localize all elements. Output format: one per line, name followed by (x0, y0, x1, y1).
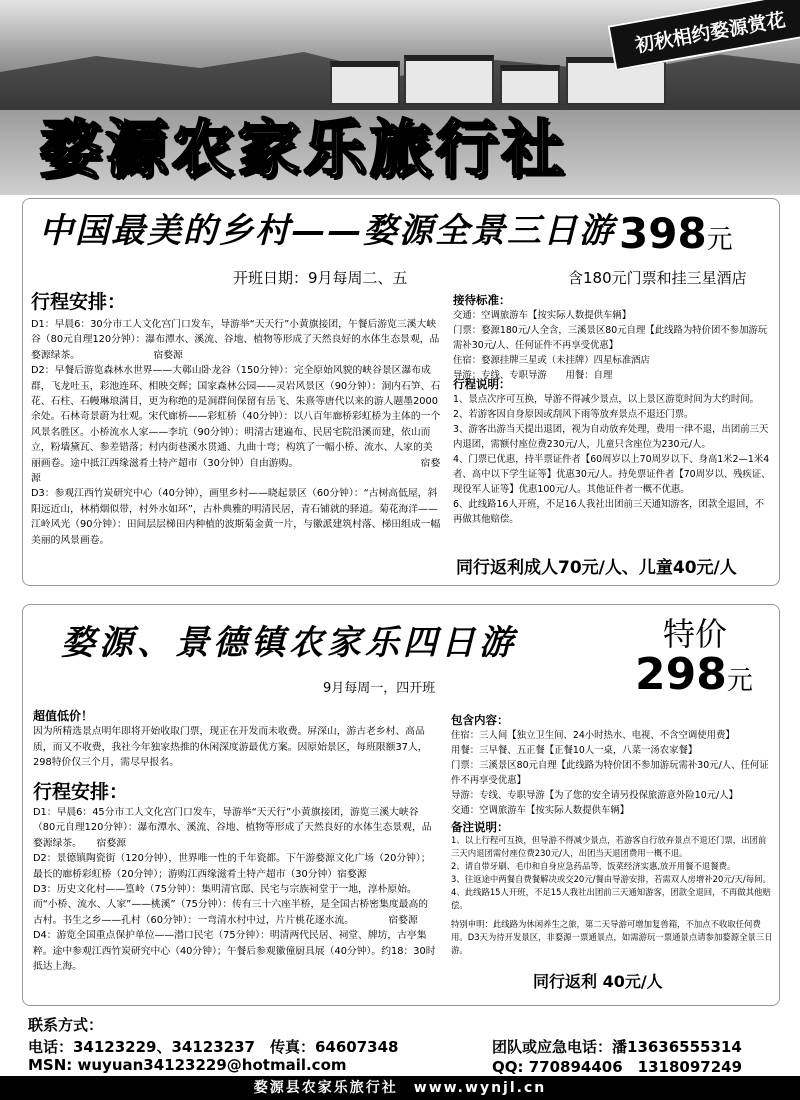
tour1-reception-item: 导游：专线、专职导游 用餐：自理 (453, 370, 613, 381)
tour1-date: 开班日期：9月每周二、五 (233, 269, 408, 287)
tour1-note: 3、游客出游当天提出退团，视为自动放弃处理，费用一律不退，出团前三天内退团，需额付座位费230元/人，儿童只含座位为230元/人。 (453, 424, 769, 450)
tour2-include-item: 门票：三溪景区80元自理【此线路为特价团不参加游玩需补30元/人、任何证件不再享受优惠】 (451, 760, 769, 786)
tour2-note: 4、此线路15人开班，不足15人我社出团前三天通知游客，团款全退回，不再做其他赔偿。 (451, 887, 771, 910)
tour1-day3: D3：参观江西竹炭研究中心（40分钟），画里乡村——晓起景区（60分钟）：“古树高低屋，斜阳远近山，林梢烟似带，村外水如环”，古朴典雅的明清民居，青石铺就的驿道。菊花海洋——江岭风光（90分钟）：田间层层梯田内种植的波斯菊金黄一片，与徽派建筑村落、梯田组成一幅美丽的风景画卷。 (31, 488, 441, 546)
tour1-note: 1、景点次序可互换，导游不得减少景点，以上景区游览时间为大约时间。 (453, 394, 759, 405)
contact-phone: 电话：34123229、34123237 传真：64607348 (28, 1038, 399, 1056)
tour1-notes-title: 行程说明： (453, 377, 511, 391)
footer-bar: 婺源县农家乐旅行社 www.wynjl.cn (0, 1076, 800, 1100)
tour2-value-block (33, 709, 433, 771)
tour2-include-item: 导游：专线、专职导游【为了您的安全请另投保旅游意外险10元/人】 (451, 790, 738, 801)
tour1-reception-title: 接待标准： (453, 293, 511, 307)
tour1-reception-item: 门票：婺源180元/人全含，三溪景区80元自理【此线路为特价团不参加游玩需补30元/人、任何证件不再享受优惠】 (453, 325, 768, 351)
tour2-day1: D1：早晨6：45分市工人文化宫门口发车，导游举“天天行”小黄旗接团，游览三溪大峡谷（80元自理120分钟）：瀑布潭水、溪流、谷地、植物等形成了天然良好的水体生态景观，品婺源绿茶。 宿婺源 (33, 807, 432, 849)
tour2-price-unit: 元 (726, 666, 753, 696)
tour2-rebate: 同行返利 40元/人 (533, 972, 663, 991)
tour1-rebate: 同行返利成人70元/人、儿童40元/人 (456, 558, 737, 578)
tour1-note: 4、门票已优惠，持半票证件者【60周岁以上70周岁以下、身高1米2—1米4者、高中以下学生证等】优惠30元/人。持免票证件者【70周岁以、残疾证、现役军人证等】优惠100元/人。其他证件者一概不优惠。 (453, 454, 771, 495)
tour2-include-title: 包含内容： (451, 713, 509, 727)
contact-qq: QQ: 770894406 1318097249 (492, 1058, 743, 1076)
tour2-note: 1、以上行程可互换，但导游不得减少景点，若游客自行放弃景点不退还门票，出团前三天内退团需付座位费230元/人，出团当天退团费用一概不退。 (451, 835, 767, 858)
tour1-include: 含180元门票和挂三星酒店 (568, 269, 747, 287)
tour2-include-item: 用餐：三早餐、五正餐【正餐10人一桌，八菜一汤农家餐】 (451, 745, 698, 756)
tour2-include-item: 交通：空调旅游车【按实际人数提供车辆】 (451, 805, 630, 816)
contact-title: 联系方式： (28, 1016, 104, 1034)
tour2-special-label: 特价 (663, 615, 728, 653)
tour1-notes (453, 377, 771, 527)
tour2-note: 2、请自带牙刷、毛巾和自身应急药品等，饭菜经济实惠,放开用餐不退餐费。 (451, 861, 736, 871)
contact-msn: MSN: wuyuan34123229@hotmail.com (28, 1056, 347, 1074)
tour1-price-value: 398 (619, 209, 707, 258)
tour1-price-unit: 元 (706, 225, 733, 255)
tour1-reception-item: 住宿：婺源挂牌三星或（未挂牌）四星标准酒店 (453, 355, 650, 366)
tour2-day2: D2：景德镇陶瓷街（120分钟），世界唯一性的千年瓷都。下午游婺源文化广场（20分钟）；最长的廊桥彩虹桥（20分钟）；游购江西缘滋肴土特产超市（30分钟）宿婺源 (33, 853, 431, 880)
tour1-day1: D1：早晨6：30分市工人文化宫门口发车，导游举“天天行”小黄旗接团，午餐后游览三溪大峡谷（80元自理120分钟）：瀑布潭水、溪流、谷地、植物等形成了天然良好的水体生态景观，品婺源绿茶。 宿婺源 (31, 319, 440, 361)
tour2-day4: D4：游览全国重点保护单位——潜口民宅（75分钟）：明清两代民居、祠堂、牌坊，古亭集粹。途中参观江西竹炭研究中心（40分钟）；午餐后参观徽僮厨具展（40分钟）。约18：30时抵达上海。 (33, 930, 436, 973)
tour2-include (451, 713, 773, 818)
tour2-schedule-title: 行程安排： (33, 781, 129, 803)
tour2-notes-title: 备注说明： (451, 820, 509, 834)
tour1-panel (22, 198, 780, 586)
tour2-panel (22, 604, 780, 1006)
tour1-day2: D2：早餐后游览森林水世界——大鄣山卧龙谷（150分钟）：完全原始风貌的峡谷景区瀑布成群，飞龙吐玉，彩池连环、相映交辉；国家森林公园——灵岩风景区（90分钟）：洞内石笋、石花、石柱、石幔琳琅满目，更为称绝的是洞群间保留有岳飞、朱熹等唐代以来的游人题墨2000余处。石林奇景蔚为壮观。宋代廊桥——彩虹桥（40分钟）：以八百年廊桥彩虹桥为主体的一个风景名胜区。小桥流水人家——李坑（90分钟）：明清古建遍布、民居宅院沿溪而建，依山而立，粉墙黛瓦、参差错落；村内街巷溪水贯通、九曲十弯；构筑了一幅小桥、流水、人家的美丽画卷。途中抵江西缘滋肴土特产超市（30分钟）自由游购。 宿婺源 (31, 365, 441, 485)
tour1-price (619, 209, 733, 258)
tour2-day3: D3：历史文化村——篁岭（75分钟）：集明清官邸、民宅与宗族祠堂于一地，淳朴原始。而“小桥、流水、人家”——桃溪”（75分钟）：传有三十六座半桥，是全国古桥密集度最高的古村。书生之乡——孔村（60分钟）：一弯清水村中过，片片桃花逐水流。 宿婺源 (33, 884, 429, 926)
tour2-price-value: 298 (635, 649, 727, 700)
tour1-note: 6、此线路16人开班，不足16人我社出团前三天通知游客，团款全退回，不再做其他赔偿。 (453, 499, 765, 525)
agency-title: 婺源农家乐旅行社 (40, 113, 569, 186)
tour2-value-text: 因为所精选景点明年即将开始收取门票，现正在开发而未收费。屏深山，游古老乡村、高品质，而又不收费，我社今年独家热推的休闲深度游最优方案。因原始景区，每班限额37人，298特价仅三个月，需尽早报名。 (33, 726, 428, 769)
tour1-title: 中国最美的乡村——婺源全景三日游 (39, 211, 615, 251)
contact-section (28, 1014, 788, 1035)
header-banner: 初秋相约婺源赏花 (608, 0, 800, 71)
tour2-title: 婺源、景德镇农家乐四日游 (61, 623, 517, 663)
tour2-include-item: 住宿：三人间【独立卫生间、24小时热水、电视、不含空调使用费】 (451, 730, 735, 741)
tour1-schedule (31, 317, 441, 548)
header-photo (0, 0, 800, 195)
tour2-special-note: 特别申明：此线路为休闲养生之旅，第二天导游可增加复兽箱，不加点不收取任何费用。D3天为待开发景区，非婺源一票通景点，如需游玩一票通景点请参加婺源全景三日游。 (451, 919, 773, 955)
tour2-value-title: 超值低价！ (33, 709, 94, 723)
tour2-schedule (33, 805, 437, 974)
tour2-note: 3、往返途中两餐自费餐解决或交20元/餐由导游安排，若需双人房增补20元/天/每间。 (451, 874, 771, 884)
tour2-notes (451, 821, 773, 957)
tour2-price (635, 649, 753, 700)
tour1-schedule-title: 行程安排： (31, 291, 127, 313)
tour1-reception (453, 293, 771, 383)
contact-team-phone: 团队或应急电话：潘13636555314 (492, 1038, 742, 1056)
tour1-reception-item: 交通：空调旅游车【按实际人数提供车辆】 (453, 310, 632, 321)
tour1-note: 2、若游客因自身原因或刮风下雨等放弃景点不退还门票。 (453, 409, 694, 420)
tour2-date: 9月每周一，四开班 (323, 681, 436, 696)
